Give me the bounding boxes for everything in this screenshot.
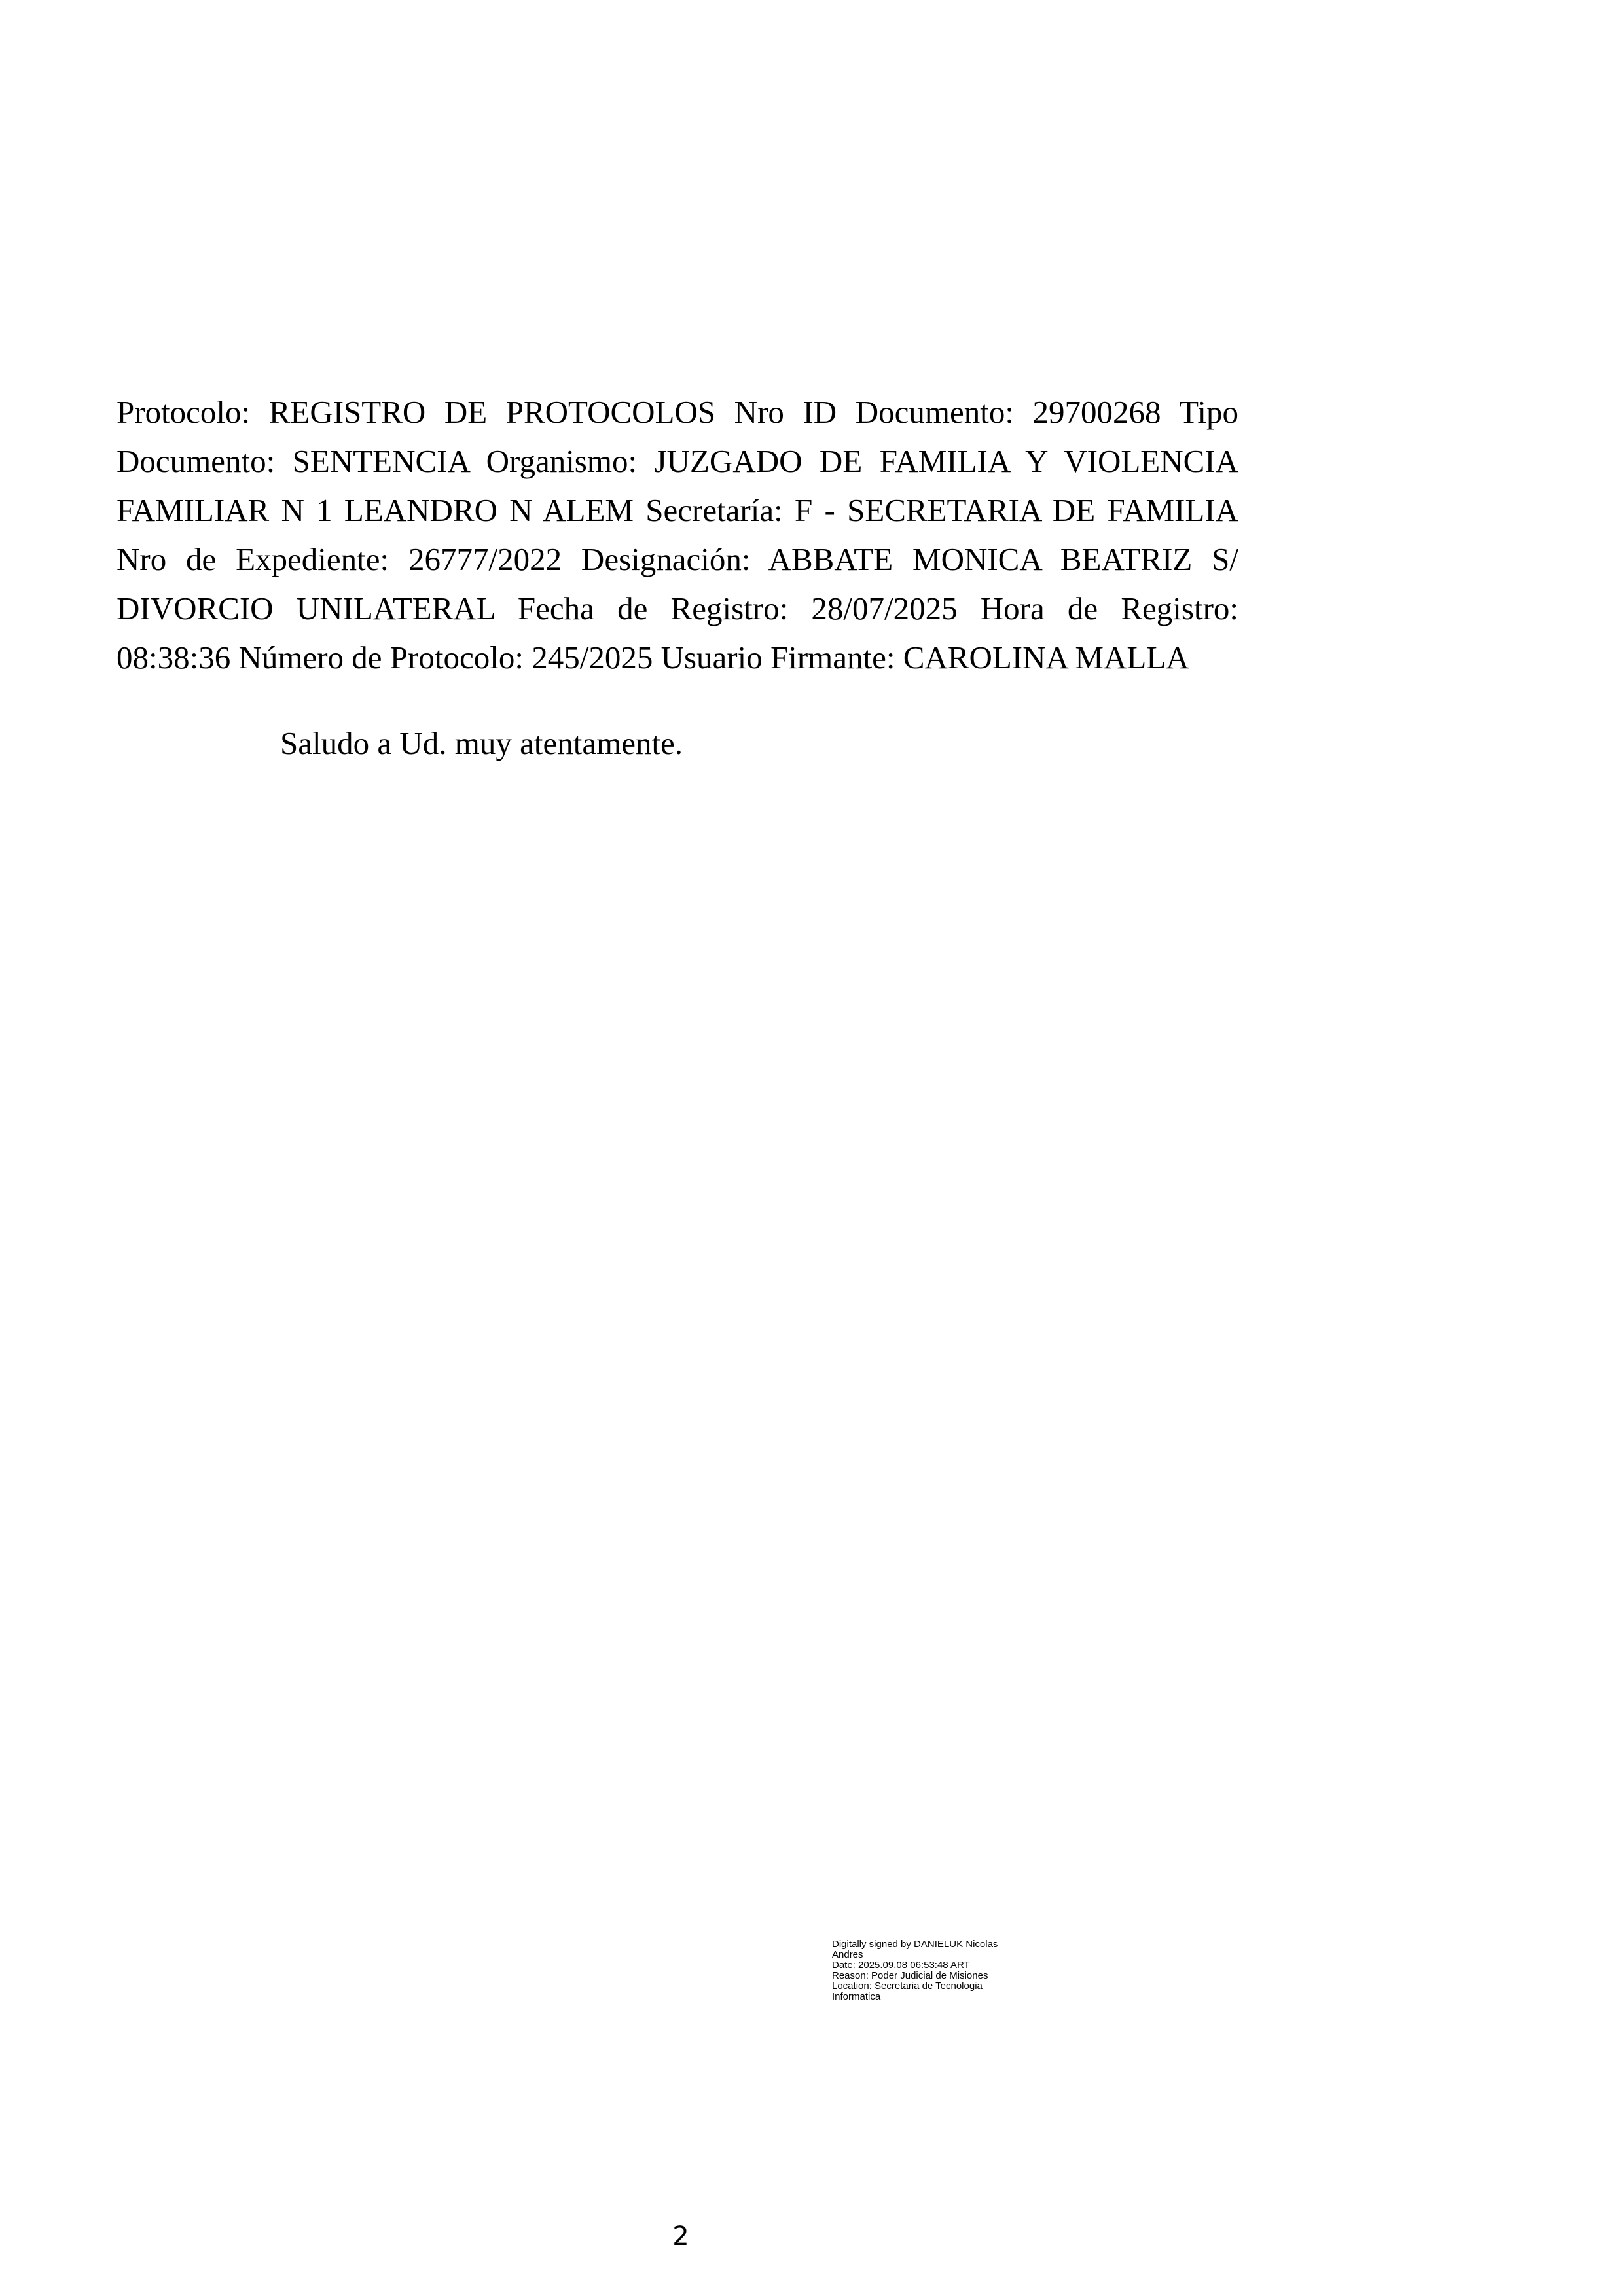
signature-line: Date: 2025.09.08 06:53:48 ART [832, 1960, 970, 1971]
closing-salutation: Saludo a Ud. muy atentamente. [280, 725, 683, 761]
digital-signature-block [832, 1939, 1055, 2002]
signature-line: Informatica [832, 1991, 881, 2002]
signature-line: Reason: Poder Judicial de Misiones [832, 1970, 988, 1981]
signature-line: Location: Secretaria de Tecnologia [832, 1981, 983, 1992]
protocol-registration-text: Protocolo: REGISTRO DE PROTOCOLOS Nro ID Documento: 29700268 Tipo Documento: SENTENCIA Organismo: JUZGADO DE FAMILIA Y VIOLENCIA FAMILIAR N 1 LEANDRO N ALEM Secretaría: F - SECRETARIA DE FAMILIA Nro de Expediente: 26777/2022 Designación: ABBATE MONICA BEATRIZ S/ DIVORCIO UNILATERAL Fecha de Registro: 28/07/2025 Hora de Registro: 08:38:36 Número de Protocolo: 245/2025 Usuario Firmante: CAROLINA MALLA [117, 394, 1238, 675]
page-number: 2 [672, 2221, 689, 2251]
signature-line: Digitally signed by DANIELUK Nicolas [832, 1939, 998, 1950]
signature-line: Andres [832, 1949, 863, 1960]
